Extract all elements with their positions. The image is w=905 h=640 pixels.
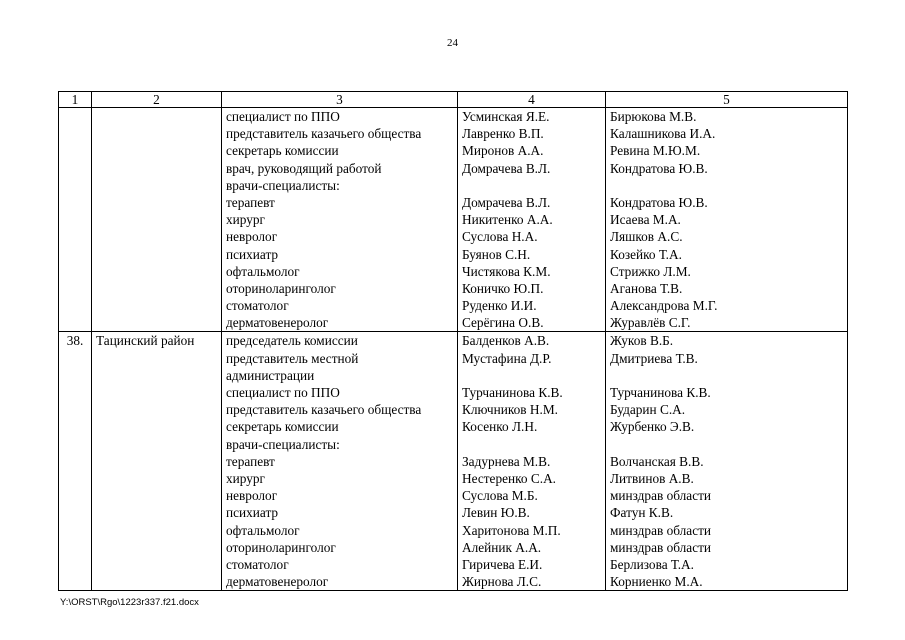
district-name [96, 108, 217, 125]
role-label: дерматовенеролог [226, 574, 329, 590]
member-name: Никитенко А.А. [462, 212, 553, 228]
role-label: стоматолог [226, 556, 289, 572]
reserve-name: Аганова Т.В. [610, 280, 683, 296]
row-number-cell [59, 332, 92, 591]
role-label: терапевт [226, 453, 275, 469]
reserve-name: Журавлёв С.Г. [610, 315, 691, 331]
reserve-name: Фатун К.В. [610, 505, 674, 521]
reserve-name: минздрав области [610, 488, 712, 504]
reserve-name: Бирюкова М.В. [610, 109, 697, 124]
role-label: хирург [226, 212, 265, 228]
member-name: Буянов С.Н. [462, 246, 531, 262]
member-name: Задурнева М.В. [462, 453, 551, 469]
member-name: Коничко Ю.П. [462, 280, 544, 296]
district-cell [92, 332, 222, 591]
column-header: 5 [606, 92, 848, 108]
member-name: Мустафина Д.Р. [462, 350, 552, 366]
role-label: психиатр [226, 246, 279, 262]
member-name: Суслова Н.А. [462, 229, 538, 245]
reserve-name: Журбенко Э.В. [610, 419, 695, 435]
column-header: 1 [59, 92, 92, 108]
reserve-name: Исаева М.А. [610, 212, 681, 228]
role-label: невролог [226, 488, 278, 504]
member-name [462, 436, 601, 453]
member-name: Жирнова Л.С. [462, 574, 542, 590]
reserve-name: минздрав области [610, 522, 712, 538]
role-label: невролог [226, 229, 278, 245]
role-label: стоматолог [226, 298, 289, 314]
member-name: Руденко И.И. [462, 298, 537, 314]
member-cell [458, 108, 606, 332]
member-name: Алейник А.А. [462, 539, 542, 555]
table-row [59, 332, 848, 591]
row-number: 38. [66, 333, 84, 349]
role-label: врачи-специалисты: [226, 436, 340, 452]
reserve-name: Волчанская В.В. [610, 453, 704, 469]
role-label: специалист по ППО [226, 385, 340, 400]
role-label: офтальмолог [226, 263, 300, 279]
table-row [59, 108, 848, 332]
reserve-name: Кондратова Ю.В. [610, 194, 708, 210]
role-cell [222, 332, 458, 591]
column-header: 2 [92, 92, 222, 108]
page-number: 24 [447, 37, 458, 49]
role-label: представитель казачьего общества [226, 402, 422, 418]
reserve-name: Бударин С.А. [610, 402, 686, 418]
role-label: дерматовенеролог [226, 315, 329, 331]
table-body [59, 108, 848, 591]
reserve-name: Берлизова Т.А. [610, 556, 694, 572]
reserve-name: Турчанинова К.В. [610, 385, 711, 400]
member-name: Нестеренко С.А. [462, 470, 556, 486]
member-name: Домрачева В.Л. [462, 194, 551, 210]
member-name: Усминская Я.Е. [462, 109, 550, 124]
member-cell [458, 332, 606, 591]
role-label: представитель казачьего общества [226, 126, 422, 142]
column-number-row [59, 92, 848, 108]
member-name [462, 177, 601, 194]
reserve-name [610, 177, 843, 194]
role-label: оториноларинголог [226, 539, 336, 555]
role-label: врач, руководящий работой [226, 160, 382, 176]
member-name: Харитонова М.П. [462, 522, 561, 538]
member-name: Домрачева В.Л. [462, 160, 551, 176]
column-header: 3 [222, 92, 458, 108]
reserve-cell [606, 108, 848, 332]
reserve-cell [606, 332, 848, 591]
member-name: Турчанинова К.В. [462, 385, 563, 400]
reserve-name: Стрижко Л.М. [610, 263, 691, 279]
member-name: Ключников Н.М. [462, 402, 558, 418]
role-label: специалист по ППО [226, 109, 340, 124]
role-label: представитель местной [226, 350, 359, 366]
reserve-name: Ляшков А.С. [610, 229, 683, 245]
reserve-name: Ревина М.Ю.М. [610, 143, 701, 159]
member-name: Балденков А.В. [462, 333, 550, 349]
member-name: Гиричева Е.И. [462, 556, 543, 572]
member-name: Суслова М.Б. [462, 488, 538, 504]
member-name [462, 367, 601, 384]
role-label: офтальмолог [226, 522, 300, 538]
role-label: оториноларинголог [226, 280, 336, 296]
role-label: администрации [226, 367, 315, 383]
reserve-name: Александрова М.Г. [610, 298, 718, 314]
member-name: Лавренко В.П. [462, 126, 544, 142]
footer-file-path: Y:\ORST\Rgo\1223r337.f21.docx [60, 597, 199, 608]
member-name: Миронов А.А. [462, 143, 544, 159]
reserve-name: Дмитриева Т.В. [610, 350, 698, 366]
reserve-name [610, 436, 843, 453]
role-label: врачи-специалисты: [226, 177, 340, 193]
member-name: Косенко Л.Н. [462, 419, 538, 435]
reserve-name: Калашникова И.А. [610, 126, 716, 142]
reserve-name: Козейко Т.А. [610, 246, 682, 262]
member-name: Чистякова К.М. [462, 263, 551, 279]
district-cell [92, 108, 222, 332]
reserve-name [610, 367, 843, 384]
role-label: хирург [226, 470, 265, 486]
column-header: 4 [458, 92, 606, 108]
role-label: председатель комиссии [226, 333, 358, 349]
reserve-name: минздрав области [610, 539, 712, 555]
reserve-name: Жуков В.Б. [610, 333, 674, 349]
role-label: секретарь комиссии [226, 143, 339, 159]
reserve-name: Литвинов А.В. [610, 470, 694, 486]
member-name: Серёгина О.В. [462, 315, 544, 331]
role-label: терапевт [226, 194, 275, 210]
district-name: Тацинский район [96, 333, 195, 349]
role-cell [222, 108, 458, 332]
role-label: психиатр [226, 505, 279, 521]
row-number-cell [59, 108, 92, 332]
commission-table [58, 91, 848, 591]
reserve-name: Корниенко М.А. [610, 574, 703, 590]
role-label: секретарь комиссии [226, 419, 339, 435]
row-number [59, 108, 91, 125]
reserve-name: Кондратова Ю.В. [610, 160, 708, 176]
member-name: Левин Ю.В. [462, 505, 530, 521]
